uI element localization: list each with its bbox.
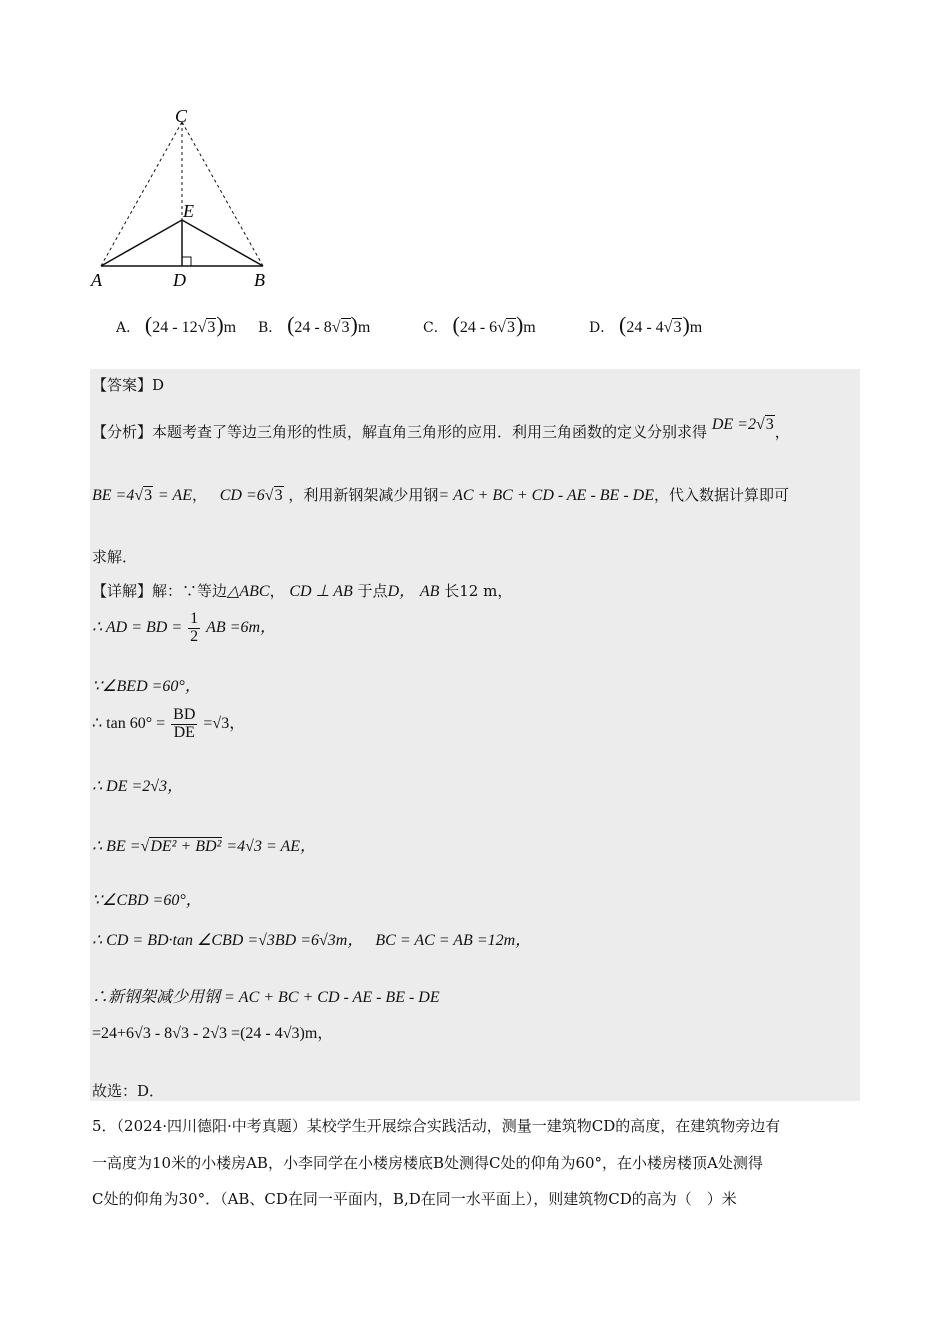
triangle-figure: [85, 100, 285, 295]
question-5-line-3: C处的仰角为30°．（AB、CD在同一平面内，B,D在同一水平面上），则建筑物CD的高为（ ）米: [92, 1190, 737, 1208]
analysis-line-3: 求解．: [92, 548, 138, 566]
detail-line-1: 【详解】解：∵等边△ABC， CD ⊥ AB 于点D， AB 长12 m，: [92, 582, 513, 600]
line-BC: [182, 122, 263, 266]
label-A: A: [91, 270, 102, 290]
option-d[interactable]: D． (24 - 4√3)m: [589, 312, 703, 337]
step-8: ∴新钢架减少用钢 = AC + BC + CD - AE - BE - DE: [92, 989, 440, 1006]
label-C: C: [175, 106, 188, 126]
step-9: =24+6√3 - 8√3 - 2√3 =(24 - 4√3)m，: [92, 1025, 334, 1042]
question-5-line-2: 一高度为10米的小楼房AB，小李同学在小楼房楼底B处测得C处的仰角为60°，在小楼房楼顶A处测得: [92, 1154, 763, 1172]
option-b[interactable]: B． (24 - 8√3)m: [258, 312, 371, 337]
label-B: B: [254, 270, 265, 290]
line-AC: [101, 122, 182, 266]
analysis-line-1: 【分析】本题考查了等边三角形的性质，解直角三角形的应用．利用三角函数的定义分别求得 DE =2√3，: [92, 416, 790, 441]
label-D: D: [173, 270, 186, 290]
line-BE: [182, 220, 263, 266]
label-E: E: [183, 201, 194, 221]
step-4: ∴ DE =2√3，: [92, 778, 184, 795]
answer-line: 【答案】D: [92, 376, 165, 394]
right-angle-mark: [182, 257, 191, 266]
analysis-line-2: BE =4√3 = AE， CD =6√3 ，利用新钢架减少用钢= AC + BC + CD - AE - BE - DE，代入数据计算即可: [92, 486, 789, 504]
step-3: ∴ tan 60° = $\frac{BD}{DE}$ =√3，: [92, 706, 246, 741]
step-2: ∵∠BED =60°，: [92, 678, 201, 695]
choice-line: 故选：D．: [92, 1082, 165, 1100]
option-a[interactable]: A． (24 - 12√3)m: [116, 312, 237, 337]
option-c[interactable]: C． (24 - 6√3)m: [423, 312, 536, 337]
step-5: ∴ BE =√DE² + BD² =4√3 = AE，: [92, 838, 316, 855]
line-AE: [101, 220, 182, 266]
question-5-line-1: 5．（2024·四川德阳·中考真题）某校学生开展综合实践活动，测量一建筑物CD的高度，在建筑物旁边有: [92, 1117, 781, 1135]
step-7: ∴ CD = BD·tan ∠CBD =√3BD =6√3m， BC = AC = AB =12m，: [92, 932, 532, 949]
step-1: ∴ AD = BD = $\frac{1}{2}$ AB =6m，: [92, 610, 277, 645]
step-6: ∵∠CBD =60°，: [92, 892, 202, 909]
